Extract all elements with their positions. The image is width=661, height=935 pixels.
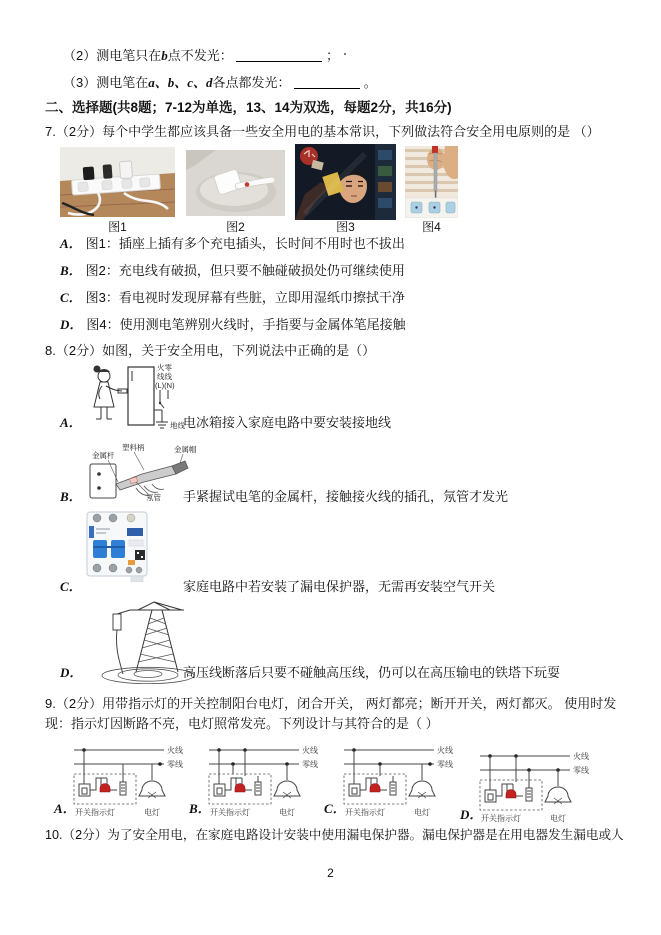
live-neutral-label-row2: 线线 <box>157 372 172 381</box>
lamp <box>409 781 435 796</box>
q7-option-b <box>60 261 406 288</box>
indicator-led <box>235 784 245 793</box>
q8-figure-a-fridge <box>84 359 188 435</box>
fallen-wire <box>116 630 123 674</box>
point-letters-abcd: a、b、c、d <box>148 75 213 90</box>
q8-option-c-text: 家庭电路中若安装了漏电保护器，无需再安装空气开关 <box>183 579 496 594</box>
neutral-wire-label: 零线 <box>573 766 589 775</box>
pen-body <box>116 466 176 490</box>
power-strip-photo-icon <box>60 147 175 217</box>
lamp-label: 电灯 <box>550 814 566 823</box>
q8-option-a-text: 电冰箱接入家庭电路中要安装接地线 <box>183 415 392 430</box>
fill-in-3-punct: 。 <box>363 75 377 90</box>
neutral-wire-label: 零线 <box>302 760 318 769</box>
option-letter: A． <box>60 415 82 430</box>
fill-in-2-mid: 点不发光： <box>167 48 233 63</box>
figure3-tv-screen-photo <box>295 144 396 220</box>
point-letter-b: b <box>161 48 168 63</box>
answer-blank <box>236 48 322 62</box>
option-letter: A． <box>54 801 76 816</box>
figure2-charger-photo <box>186 150 285 216</box>
live-wire-label: 火线 <box>573 752 589 761</box>
q9-diagram-c-letter <box>324 799 350 819</box>
lamp-label: 电灯 <box>414 808 430 817</box>
cable-damage-spot <box>245 182 250 187</box>
neon-tube-label: 氖管 <box>146 493 161 502</box>
ground-wire-label: 地线 <box>170 421 185 430</box>
lamp-label: 电灯 <box>144 808 160 817</box>
q7-options <box>60 234 406 342</box>
q8-option-b-letter <box>60 487 86 507</box>
page-number: 2 <box>327 866 334 880</box>
metal-rod-label: 金属杆 <box>92 451 115 460</box>
option-text: 图2：充电线有破损，但只要不触碰破损处仍可继续使用 <box>85 263 405 278</box>
leakage-protector-icon <box>85 510 149 582</box>
circuit-diagram-icon <box>474 748 604 824</box>
circuit-diagram-icon <box>338 742 468 818</box>
option-letter: D． <box>460 807 483 822</box>
option-text: 图4：使用测电笔辨别火线时，手指要与金属体笔尾接触 <box>86 317 406 332</box>
q7-option-c <box>60 288 406 315</box>
q8-option-b-text: 手紧握试电笔的金属杆，接触接火线的插孔，氖管才发光 <box>183 489 509 504</box>
figure3-caption: 图3 <box>336 220 355 234</box>
q8-stem: 8.（2分）如图，关于安全用电，下列说法中正确的是（） <box>45 343 376 358</box>
q7-stem: 7.（2分）每个中学生都应该具备一些安全用电的基本常识，下列做法符合安全用电原则的是 （） <box>45 124 600 139</box>
test-pen-photo-icon <box>405 146 458 218</box>
neutral-wire-label: 零线 <box>437 760 453 769</box>
live-neutral-label-row1: 火零 <box>157 363 172 372</box>
q7-option-d <box>60 315 406 342</box>
switch-indicator-label: 开关指示灯 <box>481 814 521 823</box>
live-wire-label: 火线 <box>302 746 318 755</box>
option-letter: D． <box>60 665 83 680</box>
fill-in-3-prefix: （3）测电笔在 <box>63 75 149 90</box>
lamp <box>545 787 571 802</box>
q9-diagram-d <box>474 748 604 824</box>
q9-diagram-d-letter <box>460 805 486 825</box>
q7-option-a <box>60 234 406 261</box>
indicator-led <box>100 784 110 793</box>
section-header: 二、选择题(共8题；7-12为单选，13、14为双选，每题2分，共16分) <box>45 100 452 115</box>
figure1-power-strip-photo <box>60 147 175 217</box>
charger-cable-photo-icon <box>186 150 285 216</box>
fill-in-2-prefix: （2）测电笔只在 <box>63 48 162 63</box>
scan-artifact-dot <box>344 53 346 55</box>
hanging-insulator <box>113 614 121 630</box>
fill-in-2-punct: ； <box>326 48 340 63</box>
q9-diagram-b-letter <box>189 799 215 819</box>
q8-figure-c-breaker <box>85 510 149 582</box>
fill-in-3-mid: 各点都发光： <box>212 75 291 90</box>
option-text: 图1：插座上插有多个充电插头，长时间不用时也不拔出 <box>85 236 405 251</box>
q8-option-a-letter <box>60 413 86 433</box>
fill-in-item-2 <box>63 46 339 66</box>
live-wire-label: 火线 <box>167 746 183 755</box>
fridge-ground-wire-diagram-icon <box>84 359 188 435</box>
figure4-test-pen-photo <box>405 146 458 218</box>
metal-cap-label: 金属帽 <box>174 445 197 454</box>
fill-in-item-3 <box>63 73 377 93</box>
q9-diagram-a <box>68 742 198 818</box>
option-letter: C． <box>60 290 82 305</box>
indicator-led <box>370 784 380 793</box>
circuit-diagram-icon <box>203 742 333 818</box>
plastic-handle-label: 塑料柄 <box>122 443 145 452</box>
q9-stem: 9.（2分）用带指示灯的开关控制阳台电灯，闭合开关， 两灯都亮；断开开关，两灯都灭。 使用时发现：指示灯因断路不亮，电灯照常发亮。下列设计与其符合的是（ ） <box>45 696 617 731</box>
figure2-caption: 图2 <box>226 220 245 234</box>
breaker-lever <box>111 540 125 558</box>
option-letter: C． <box>324 801 346 816</box>
lamp <box>139 781 165 796</box>
q9-diagram-a-letter <box>54 799 80 819</box>
figure4-caption: 图4 <box>422 220 441 234</box>
q8-option-c-letter <box>60 577 86 597</box>
figure1-caption: 图1 <box>108 220 127 234</box>
switch-indicator-label: 开关指示灯 <box>75 808 115 817</box>
test-button <box>128 560 135 565</box>
answer-blank <box>294 75 360 89</box>
option-letter: C． <box>60 579 82 594</box>
tv-screen-photo-icon <box>295 144 396 220</box>
q9-diagram-c <box>338 742 468 818</box>
option-letter: B． <box>60 489 82 504</box>
switch-indicator-label: 开关指示灯 <box>210 808 250 817</box>
indicator-led <box>506 790 516 799</box>
q8-option-d-letter <box>60 663 86 683</box>
live-neutral-LN-label: (L)(N) <box>155 381 175 390</box>
q8-option-d-text: 高压线断落后只要不碰触高压线，仍可以在高压输电的铁塔下玩耍 <box>183 665 561 680</box>
neutral-wire-label: 零线 <box>167 760 183 769</box>
switch-indicator-label: 开关指示灯 <box>345 808 385 817</box>
option-letter: B． <box>60 263 82 278</box>
option-letter: B． <box>189 801 211 816</box>
option-letter: D． <box>60 317 83 332</box>
pen-cap <box>432 146 438 153</box>
q9-diagram-b <box>203 742 333 818</box>
live-wire-label: 火线 <box>437 746 453 755</box>
option-text: 图3：看电视时发现屏幕有些脏，立即用湿纸巾擦拭干净 <box>85 290 405 305</box>
lamp <box>274 781 300 796</box>
q10-stem: 10.（2分）为了安全用电，在家庭电路设计安装中使用漏电保护器。漏电保护器是在用电器发生漏电或人 <box>45 828 624 842</box>
lamp-label: 电灯 <box>279 808 295 817</box>
circuit-diagram-icon <box>68 742 198 818</box>
pen-rod <box>434 153 437 191</box>
option-letter: A． <box>60 236 82 251</box>
breaker-lever <box>93 540 107 558</box>
